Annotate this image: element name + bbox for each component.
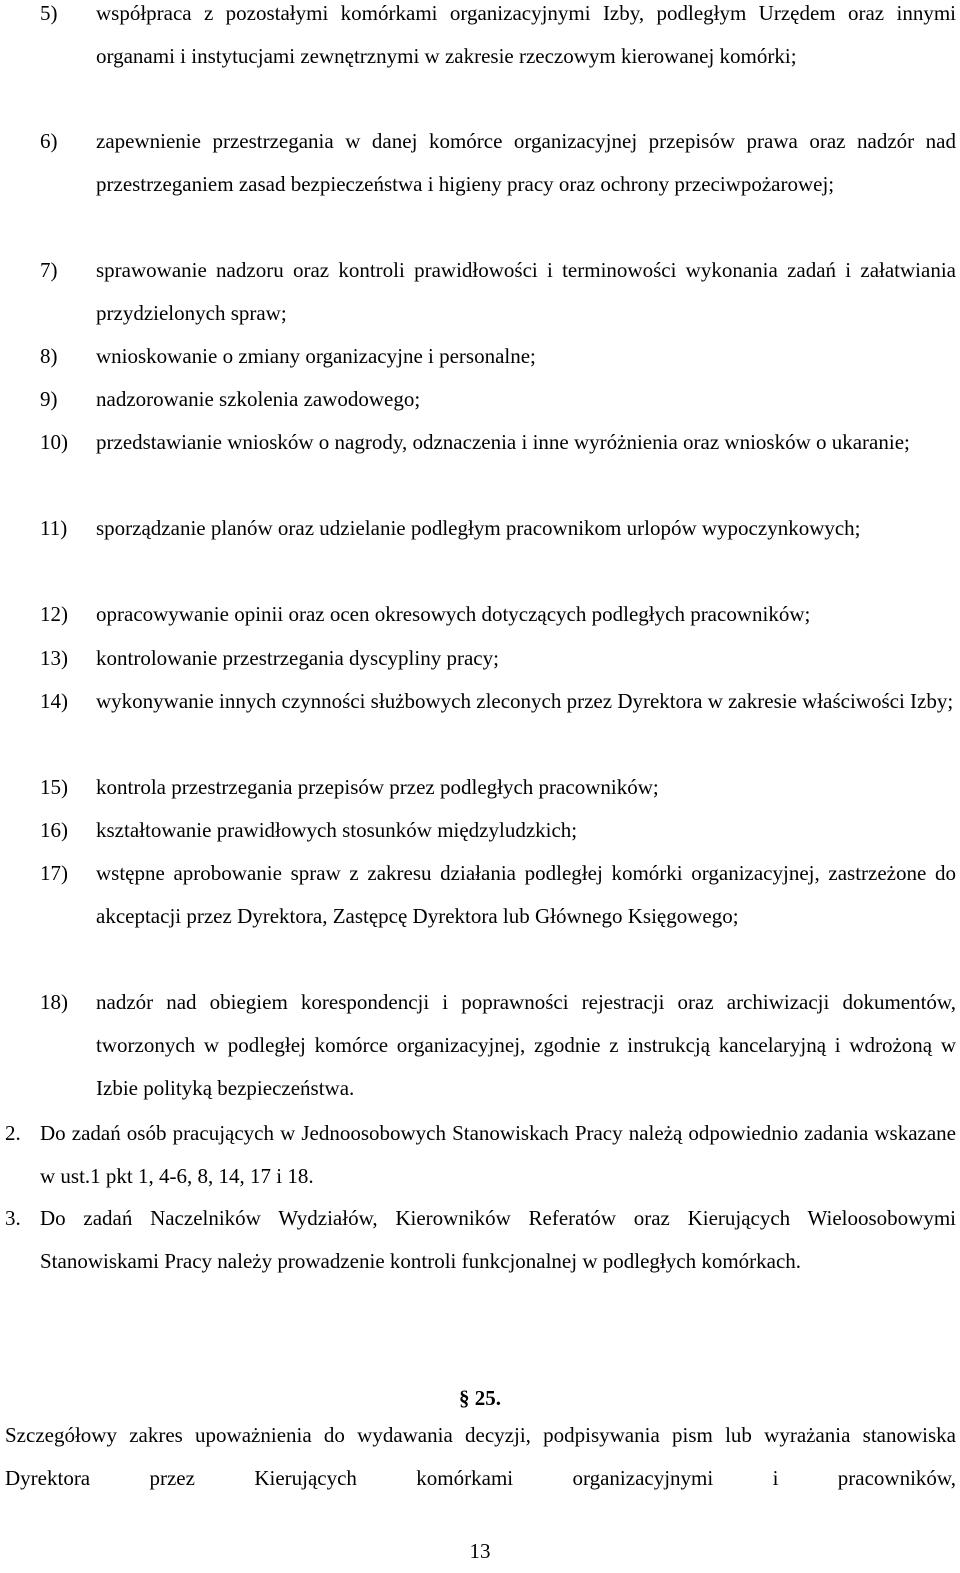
list-item-text: nadzór nad obiegiem korespondencji i poprawności rejestracji oraz archiwizacji dokumentów, tworzonych w podległej komórce organizacyjnej, zgodnie z instrukcją kancelaryjną i wdrożoną w Izbie polityką bezpieczeństwa. (96, 990, 956, 1100)
list-item-text: przedstawianie wniosków o nagrody, odznaczenia i inne wyróżnienia oraz wniosków o ukaranie; (96, 430, 910, 454)
list-item-text: sporządzanie planów oraz udzielanie podległym pracownikom urlopów wypoczynkowych; (96, 516, 861, 540)
list-item-number: 6) (40, 129, 58, 153)
list-item-number: 15) (40, 775, 68, 799)
list-item-number: 9) (40, 387, 58, 411)
list-item-number: 13) (40, 646, 68, 670)
list-item-text: sprawowanie nadzoru oraz kontroli prawidłowości i terminowości wykonania zadań i załatwiania przydzielonych spraw; (96, 258, 956, 325)
point-text: Do zadań osób pracujących w Jednoosobowych Stanowiskach Pracy należą odpowiednio zadania wskazane w ust.1 pkt 1, 4-6, 8, 14, 17 i 18. (40, 1121, 956, 1188)
list-item-text: wnioskowanie o zmiany organizacyjne i personalne; (96, 344, 536, 368)
section-paragraph: Szczegółowy zakres upoważnienia do wydawania decyzji, podpisywania pism lub wyrażania stanowiska Dyrektora przez Kierujących komórkami organizacyjnymi i pracowników, (5, 1423, 956, 1490)
list-item-text: kontrolowanie przestrzegania dyscypliny pracy; (96, 646, 499, 670)
list-item-number: 12) (40, 602, 68, 626)
list-item-number: 16) (40, 818, 68, 842)
list-item-text: wstępne aprobowanie spraw z zakresu działania podległej komórki organizacyjnej, zastrzeżone do akceptacji przez Dyrektora, Zastępcę Dyrektora lub Głównego Księgowego; (96, 861, 956, 928)
point-number: 3. (5, 1206, 21, 1230)
list-item-number: 17) (40, 861, 68, 885)
point-text: Do zadań Naczelników Wydziałów, Kierowników Referatów oraz Kierujących Wieloosobowymi Stanowiskami Pracy należy prowadzenie kontroli funkcjonalnej w podległych komórkach. (40, 1206, 956, 1273)
list-item-text: wykonywanie innych czynności służbowych zleconych przez Dyrektora w zakresie właściwości Izby; (96, 689, 954, 713)
list-item-text: nadzorowanie szkolenia zawodowego; (96, 387, 421, 411)
list-item-text: kontrola przestrzegania przepisów przez podległych pracowników; (96, 775, 659, 799)
section-heading: § 25. (459, 1386, 501, 1410)
point-number: 2. (5, 1121, 21, 1145)
list-item-number: 18) (40, 990, 68, 1014)
list-item-text: zapewnienie przestrzegania w danej komórce organizacyjnej przepisów prawa oraz nadzór nad przestrzeganiem zasad bezpieczeństwa i higieny pracy oraz ochrony przeciwpożarowej; (96, 129, 956, 196)
list-item-number: 10) (40, 430, 68, 454)
list-item-number: 7) (40, 258, 58, 282)
page-number: 13 (469, 1539, 491, 1563)
list-item-number: 14) (40, 689, 68, 713)
list-item-number: 5) (40, 1, 58, 25)
list-item-number: 11) (40, 516, 68, 540)
list-item-text: opracowywanie opinii oraz ocen okresowych dotyczących podległych pracowników; (96, 602, 811, 626)
list-item-number: 8) (40, 344, 58, 368)
list-item-text: współpraca z pozostałymi komórkami organizacyjnymi Izby, podległym Urzędem oraz innymi organami i instytucjami zewnętrznymi w zakresie rzeczowym kierowanej komórki; (96, 1, 956, 68)
list-item-text: kształtowanie prawidłowych stosunków międzyludzkich; (96, 818, 578, 842)
